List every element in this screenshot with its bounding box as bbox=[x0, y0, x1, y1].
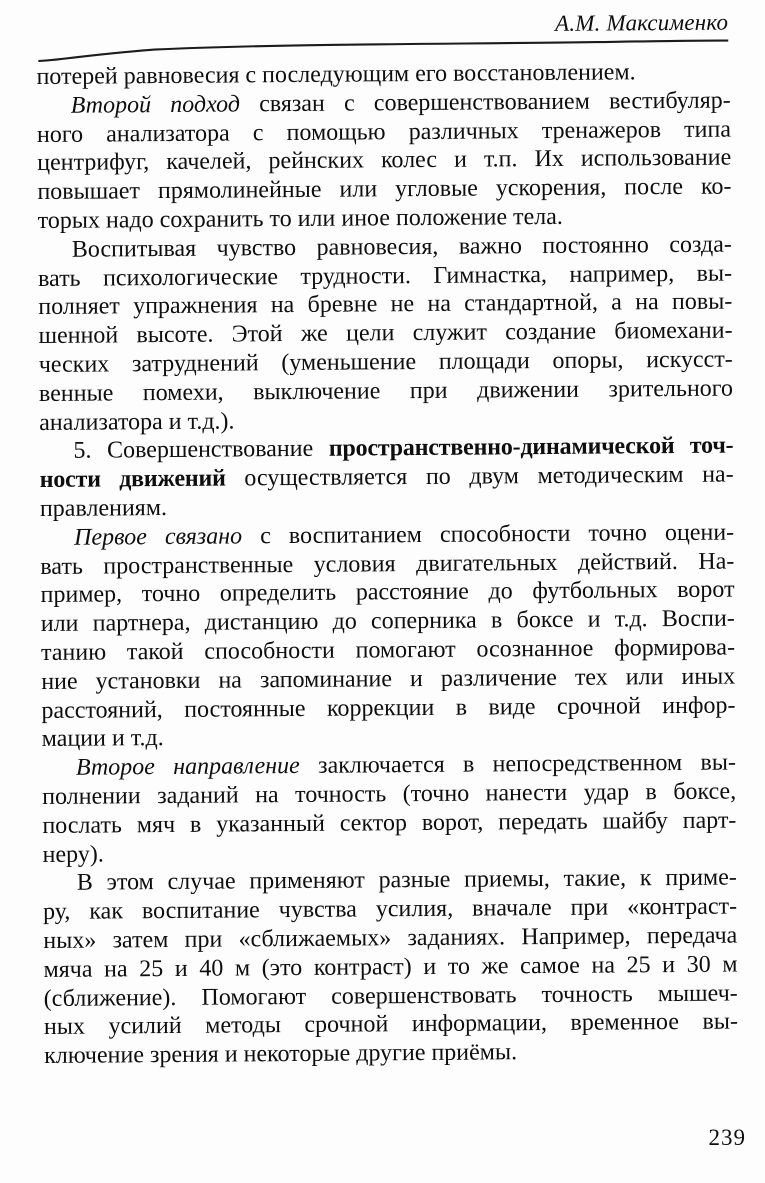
text-segment: послать мяч в указанный сектор ворот, передать шайбу парт- bbox=[42, 807, 737, 839]
bold-text-segment: пространственно-динамической точ- bbox=[328, 432, 734, 463]
text-segment: ру, как воспитание чувства усилия, вначале при «контраст- bbox=[42, 893, 738, 926]
running-header-author: А.М. Максименко bbox=[554, 9, 729, 36]
text-segment: венные помехи, выключение при движении зрительного bbox=[38, 375, 734, 407]
text-segment: центрифуг, качелей, рейнских колес и т.п. Их использование bbox=[37, 144, 732, 177]
text-segment: (сближение). Помогают совершенствовать точность мышеч- bbox=[43, 980, 738, 1012]
text-segment: вать психологические трудности. Гимнастка, например, вы- bbox=[37, 260, 733, 292]
text-segment: шенной высоте. Этой же цели служит создание биомехани- bbox=[38, 317, 733, 350]
text-line bbox=[40, 461, 734, 495]
scanned-content bbox=[36, 7, 738, 1071]
text-segment: расстояний, постоянные коррекции в виде срочной инфор- bbox=[41, 692, 736, 724]
text-segment: с воспитанием способности точно оцени- bbox=[242, 519, 735, 550]
bold-text-segment: ности движений bbox=[39, 465, 226, 494]
text-segment: танию такой способности помогают осознанное формирова- bbox=[40, 634, 736, 666]
text-segment: ного анализатора с помощью различных тренажеров типа bbox=[36, 116, 732, 148]
text-segment: вать пространственные условия двигательных действий. На- bbox=[40, 548, 735, 580]
page-number: 239 bbox=[708, 1125, 746, 1150]
text-segment: Воспитывая чувство равновесия, важно постоянно созда- bbox=[71, 231, 732, 263]
text-segment: полняет упражнения на бревне не на стандартной, а на повы- bbox=[38, 288, 733, 321]
text-segment: ных усилий методы срочной информации, временное вы- bbox=[43, 1008, 739, 1041]
text-line bbox=[39, 374, 733, 408]
text-segment: или партнера, дистанцию до соперника в боксе и т.д. Воспи- bbox=[40, 605, 735, 638]
text-segment: связан с совершенствованием вестибуляр- bbox=[239, 87, 731, 118]
text-segment: В этом случае применяют разные приемы, такие, к приме- bbox=[76, 864, 737, 897]
text-segment: ных» затем при «сближаемых» заданиях. Например, передача bbox=[43, 922, 738, 954]
italic-text-segment: Первое связано bbox=[74, 523, 243, 551]
text-line bbox=[41, 691, 735, 725]
text-segment: неру). bbox=[42, 841, 104, 868]
text-segment: пример, точно определить расстояние до футбольных ворот bbox=[40, 576, 735, 609]
text-segment: 5. Совершенствование bbox=[73, 436, 329, 465]
text-segment: повышает прямолинейные или угловые ускорения, после ко- bbox=[37, 173, 732, 206]
italic-text-segment: Второй подход bbox=[70, 91, 241, 119]
text-segment: анализатора и т.д.). bbox=[39, 408, 235, 436]
text-segment: мации и т.д. bbox=[41, 725, 164, 753]
text-segment: полнении заданий на точность (точно нанести удар в боксе, bbox=[42, 778, 737, 810]
page-text bbox=[36, 58, 738, 1071]
text-segment: мяча на 25 и 40 м (это контраст) и то же самое на 25 и 30 м bbox=[43, 951, 738, 983]
text-segment: торых надо сохранить то или иное положение тела. bbox=[37, 203, 563, 234]
text-segment: правлениям. bbox=[39, 494, 168, 522]
text-segment: ключение зрения и некоторые другие приёмы. bbox=[44, 1039, 518, 1070]
text-line bbox=[44, 1008, 738, 1042]
text-segment: ческих затруднений (уменьшение площади опоры, искусст- bbox=[38, 346, 733, 378]
text-segment: осуществляется по двум методическим на- bbox=[225, 461, 734, 492]
text-segment: заключается в непосредственном вы- bbox=[299, 749, 737, 780]
text-segment: потерей равновесия с последующим его восстановлением. bbox=[36, 59, 636, 90]
text-line bbox=[44, 1037, 738, 1071]
text-line bbox=[37, 173, 731, 207]
text-segment: ние установки на запоминание и различение тех или иных bbox=[41, 663, 736, 695]
text-line bbox=[42, 806, 736, 840]
italic-text-segment: Второе направление bbox=[75, 753, 300, 781]
